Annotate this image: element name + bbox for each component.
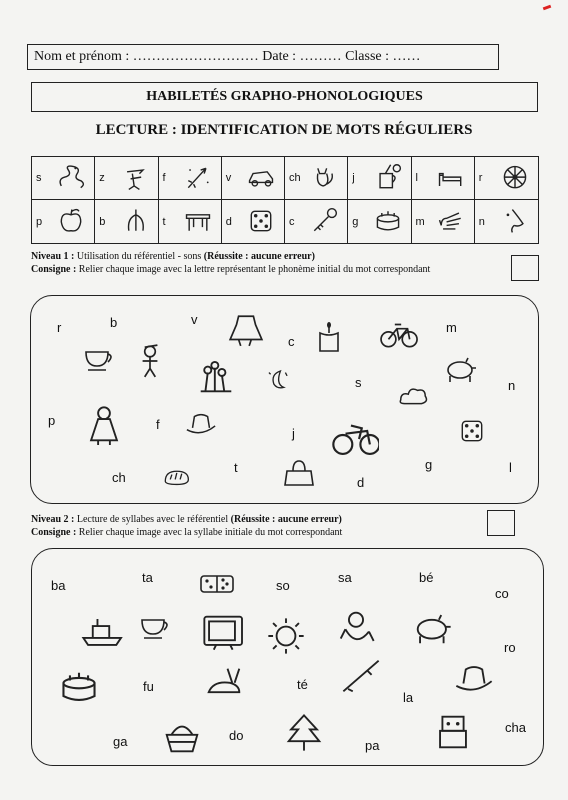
car-icon: [244, 163, 278, 193]
niveau1-desc: Utilisation du référentiel - sons: [74, 251, 204, 262]
niveau2-syllable[interactable]: pa: [365, 738, 380, 753]
page-title: HABILETÉS GRAPHO-PHONOLOGIQUES: [146, 89, 423, 104]
niveau1-letter[interactable]: p: [48, 413, 56, 428]
bicycle-icon[interactable]: [373, 316, 423, 357]
die-icon[interactable]: [455, 416, 489, 451]
referentiel-cell: [285, 157, 348, 200]
referentiel-letter: s: [36, 172, 42, 184]
referentiel-cell: [95, 200, 158, 243]
referentiel-cell: [285, 200, 348, 243]
referentiel-cell: [348, 157, 411, 200]
referentiel-letter: ch: [289, 172, 301, 184]
referentiel-letter: b: [99, 215, 106, 228]
referentiel-letter: f: [162, 172, 166, 184]
niveau2-syllable[interactable]: ro: [504, 640, 516, 655]
skirt-icon[interactable]: [225, 312, 267, 353]
cup-icon[interactable]: [137, 612, 173, 651]
referentiel-letter: n: [478, 215, 485, 228]
red-mark: [543, 5, 552, 11]
niveau2-syllable[interactable]: bé: [419, 570, 434, 585]
clouds-icon[interactable]: [389, 381, 437, 418]
wheel-icon: [498, 163, 532, 193]
niveau2-syllable[interactable]: fu: [143, 679, 154, 694]
referentiel-cell: [222, 157, 285, 200]
niveau2-syllable[interactable]: ba: [51, 578, 66, 593]
cake-icon: [371, 206, 405, 236]
referentiel-letter: z: [99, 172, 105, 184]
referentiel-letter: r: [478, 172, 483, 184]
rifle-icon[interactable]: [337, 656, 385, 701]
page-subtitle: LECTURE : IDENTIFICATION DE MOTS RÉGULIERS: [95, 122, 473, 138]
niveau2-line: [31, 514, 342, 525]
referentiel-letter: m: [415, 215, 425, 228]
niveau2-syllable[interactable]: co: [495, 586, 509, 601]
cat-icon: [307, 163, 341, 193]
referentiel-letter: j: [352, 172, 355, 184]
moon-icon[interactable]: [263, 366, 293, 399]
hat-icon[interactable]: [449, 660, 499, 705]
niveau2-syllable[interactable]: so: [276, 578, 290, 593]
referentiel-cell: [475, 157, 538, 200]
niveau2-syllable[interactable]: cha: [505, 720, 526, 735]
niveau1-success: (Réussite : aucune erreur): [203, 251, 315, 262]
niveau2-syllable[interactable]: ga: [113, 734, 128, 749]
baby-icon[interactable]: [334, 608, 378, 653]
title-box: [31, 82, 538, 112]
niveau1-letter[interactable]: b: [110, 315, 118, 330]
cup-icon[interactable]: [80, 344, 118, 383]
name-date-box: [27, 44, 499, 70]
niveau1-letter[interactable]: s: [355, 375, 362, 390]
referentiel-cell: [159, 200, 222, 243]
table-icon: [181, 206, 215, 236]
name-date-line[interactable]: Nom et prénom : ……………………… Date : ……… Classe : ……: [34, 49, 421, 64]
niveau1-label: Niveau 1 :: [31, 251, 75, 262]
niveau2-consigne-label: Consigne :: [31, 527, 77, 538]
bread-icon[interactable]: [155, 463, 197, 496]
bag-icon[interactable]: [275, 457, 321, 496]
niveau1-letter[interactable]: v: [191, 312, 198, 327]
referentiel-letter: t: [162, 215, 166, 228]
niveau2-consigne-line: [31, 527, 342, 538]
flowers-icon[interactable]: [194, 356, 238, 401]
snake-icon: [54, 163, 88, 193]
referentiel-letter: d: [225, 215, 232, 228]
niveau2-desc: Lecture de syllabes avec le référentiel: [74, 514, 231, 525]
candle-icon[interactable]: [312, 318, 346, 363]
referentiel-cell: [412, 200, 475, 243]
apple-icon: [54, 206, 88, 236]
referentiel-letter: l: [415, 172, 418, 184]
motorbike-icon[interactable]: [331, 412, 379, 463]
referentiel-cell: [159, 157, 222, 200]
nose-icon: [498, 206, 532, 236]
niveau1-letter[interactable]: ch: [112, 470, 126, 485]
niveau2-syllable[interactable]: ta: [142, 570, 153, 585]
niveau2-syllable[interactable]: do: [229, 728, 244, 743]
niveau1-consigne: Relier chaque image avec la lettre représentant le phonème initial du mot correspondant: [76, 264, 431, 275]
niveau1-letter[interactable]: t: [234, 460, 238, 475]
niveau1-letter[interactable]: r: [57, 320, 62, 335]
die-icon: [244, 206, 278, 236]
niveau2-syllable[interactable]: té: [297, 677, 308, 692]
niveau1-consigne-label: Consigne :: [31, 264, 77, 275]
referentiel-cell: [412, 157, 475, 200]
tv-icon[interactable]: [196, 612, 248, 657]
basket-icon[interactable]: [159, 716, 205, 761]
boy-icon[interactable]: [132, 341, 168, 386]
bed-icon: [434, 163, 468, 193]
sun-icon[interactable]: [266, 616, 306, 661]
juice-icon: [371, 163, 405, 193]
niveau2-checkbox[interactable]: [487, 510, 515, 536]
referentiel-cell: [348, 200, 411, 243]
robot-icon[interactable]: [433, 712, 473, 757]
referentiel-cell: [95, 157, 158, 200]
zorro-icon: [118, 163, 152, 193]
niveau2-syllable[interactable]: sa: [338, 570, 352, 585]
banana-icon: [118, 206, 152, 236]
hat-icon[interactable]: [180, 409, 222, 446]
niveau1-letter[interactable]: c: [288, 334, 295, 349]
pig-icon[interactable]: [440, 352, 482, 391]
referentiel-letter: v: [225, 172, 232, 184]
boat-icon[interactable]: [73, 612, 129, 657]
niveau1-checkbox[interactable]: [511, 255, 539, 281]
referentiel-letter: g: [352, 215, 359, 228]
niveau2-consigne: Relier chaque image avec la syllabe initiale du mot correspondant: [76, 527, 343, 538]
niveau1-letter[interactable]: f: [156, 417, 160, 432]
niveau2-label: Niveau 2 :: [31, 514, 75, 525]
niveau1-letter[interactable]: l: [509, 460, 512, 475]
referentiel-cell: [32, 200, 95, 243]
niveau2-success: (Réussite : aucune erreur): [230, 514, 342, 525]
niveau1-letter[interactable]: m: [446, 320, 457, 335]
key-icon: [307, 206, 341, 236]
referentiel-cell: [32, 157, 95, 200]
cake-icon[interactable]: [48, 665, 110, 714]
hand-icon: [434, 206, 468, 236]
niveau2-syllable[interactable]: la: [403, 690, 414, 705]
niveau1-consigne-line: [31, 264, 430, 275]
referentiel-cell: [475, 200, 538, 243]
rabbit-icon[interactable]: [192, 664, 256, 709]
referentiel-cell: [222, 200, 285, 243]
niveau1-line: [31, 251, 315, 262]
domino-icon[interactable]: [189, 568, 243, 607]
niveau1-letter[interactable]: j: [292, 426, 295, 441]
niveau1-letter[interactable]: n: [508, 378, 516, 393]
doll-icon[interactable]: [84, 403, 124, 452]
niveau1-letter[interactable]: d: [357, 475, 365, 490]
referentiel-letter: c: [289, 215, 295, 228]
pig-icon[interactable]: [408, 608, 458, 653]
referentiel-grid: [31, 156, 539, 244]
niveau1-letter[interactable]: g: [425, 457, 433, 472]
referentiel-letter: p: [36, 215, 43, 228]
rocket-icon: [181, 163, 215, 193]
tree-icon[interactable]: [284, 708, 324, 763]
